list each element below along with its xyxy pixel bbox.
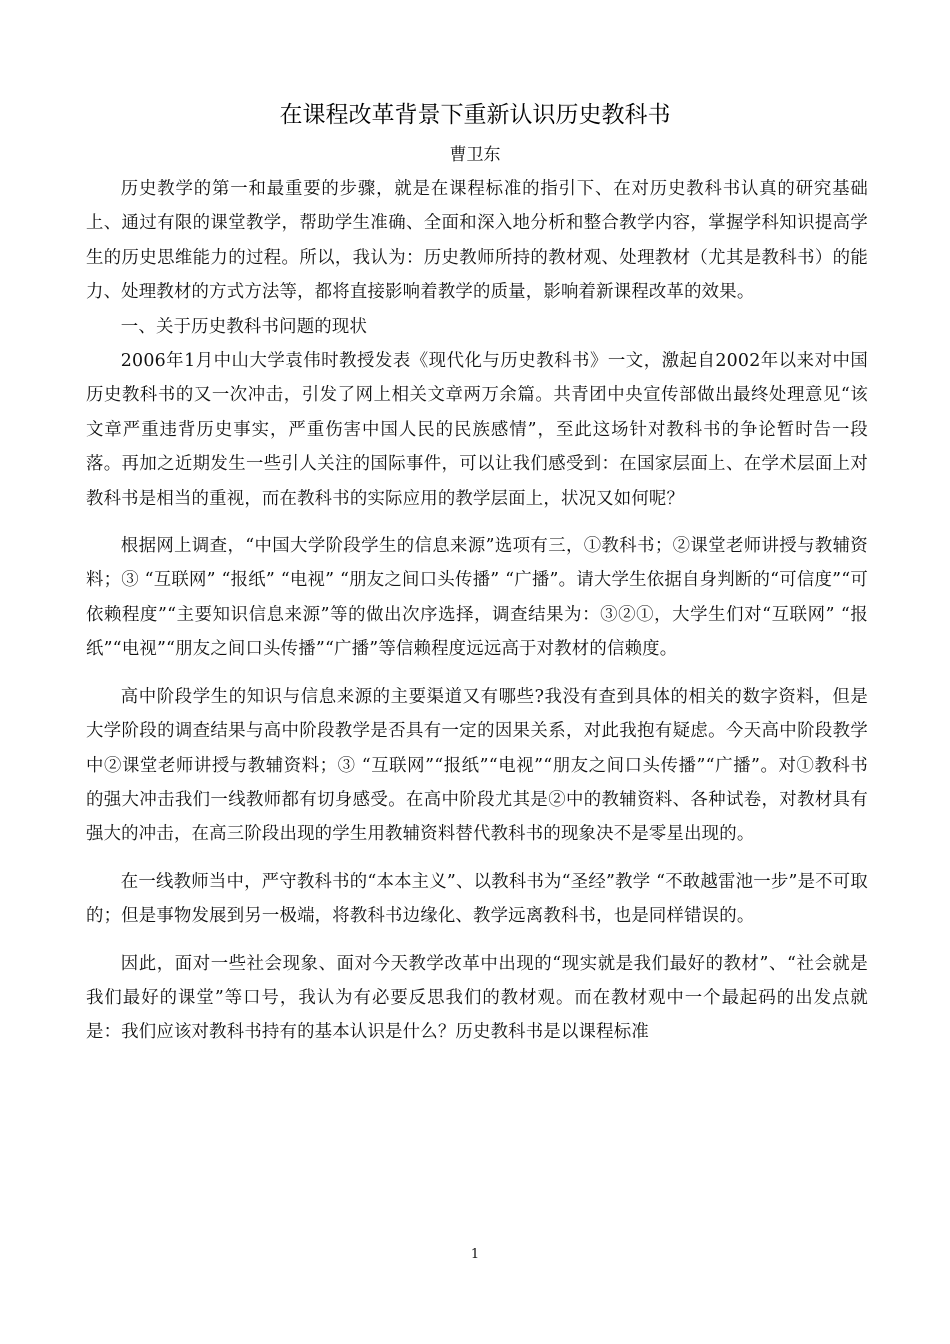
document-author: 曹卫东 [449, 145, 501, 165]
paragraph: 在一线教师当中，严守教科书的“本本主义”、以教科书为“圣经”教学 “不敢越雷池一步”是不可取的；但是事物发展到另一极端，将教科书边缘化、教学远离教科书，也是同样错误的。 [86, 871, 868, 927]
paragraph-intro: 历史教学的第一和最重要的步骤，就是在课程标准的指引下、在对历史教科书认真的研究基础上、通过有限的课堂教学，帮助学生准确、全面和深入地分析和整合教学内容，掌握学科知识提高学生的历史思维能力的过程。所以，我认为：历史教师所持的教材观、处理教材（尤其是教科书）的能力、处理教材的方式方法等，都将直接影响着教学的质量，影响着新课程改革的效果。 [86, 179, 868, 303]
section-heading: 一、关于历史教科书问题的现状 [120, 316, 368, 337]
paragraph: 2006年1月中山大学袁伟时教授发表《现代化与历史教科书》一文，激起自2002年以来对中国历史教科书的又一次冲击，引发了网上相关文章两万余篇。共青团中央宣传部做出最终处理意见“该文章严重违背历史事实，严重伤害中国人民的民族感情”，至此这场针对教科书的争论暂时告一段落。再加之近期发生一些引人关注的国际事件，可以让我们感受到：在国家层面上、在学术层面上对教科书是相当的重视，而在教科书的实际应用的教学层面上，状况又如何呢？ [86, 351, 868, 509]
document-title: 在课程改革背景下重新认识历史教科书 [279, 102, 671, 128]
page-number: 1 [470, 1247, 480, 1262]
paragraph: 高中阶段学生的知识与信息来源的主要渠道又有哪些?我没有查到具体的相关的数字资料，但是大学阶段的调查结果与高中阶段教学是否具有一定的因果关系，对此我抱有疑虑。今天高中阶段教学中②课堂老师讲授与教辅资料；③ “互联网”“报纸”“电视”“朋友之间口头传播”“广播”。对①教科书的强大冲击我们一线教师都有切身感受。在高中阶段尤其是②中的教辅资料、各种试卷，对教材具有强大的冲击，在高三阶段出现的学生用教辅资料替代教科书的现象决不是零星出现的。 [86, 686, 868, 845]
paragraph: 因此，面对一些社会现象、面对今天教学改革中出现的“现实就是我们最好的教材”、“社会就是我们最好的课堂”等口号，我认为有必要反思我们的教材观。而在教材观中一个最起码的出发点就是：我们应该对教科书持有的基本认识是什么？历史教科书是以课程标准 [86, 953, 868, 1043]
document-body [86, 172, 868, 1050]
paragraph: 根据网上调查，“中国大学阶段学生的信息来源”选项有三，①教科书；②课堂老师讲授与教辅资料；③ “互联网” “报纸” “电视” “朋友之间口头传播” “广播”。请大学生依据自身判断的“可信度”“可依赖程度”“主要知识信息来源”等的做出次序选择，调查结果为：③②①，大学生们对“互联网” “报纸”“电视”“朋友之间口头传播”“广播”等信赖程度远远高于对教材的信赖度。 [86, 536, 868, 660]
